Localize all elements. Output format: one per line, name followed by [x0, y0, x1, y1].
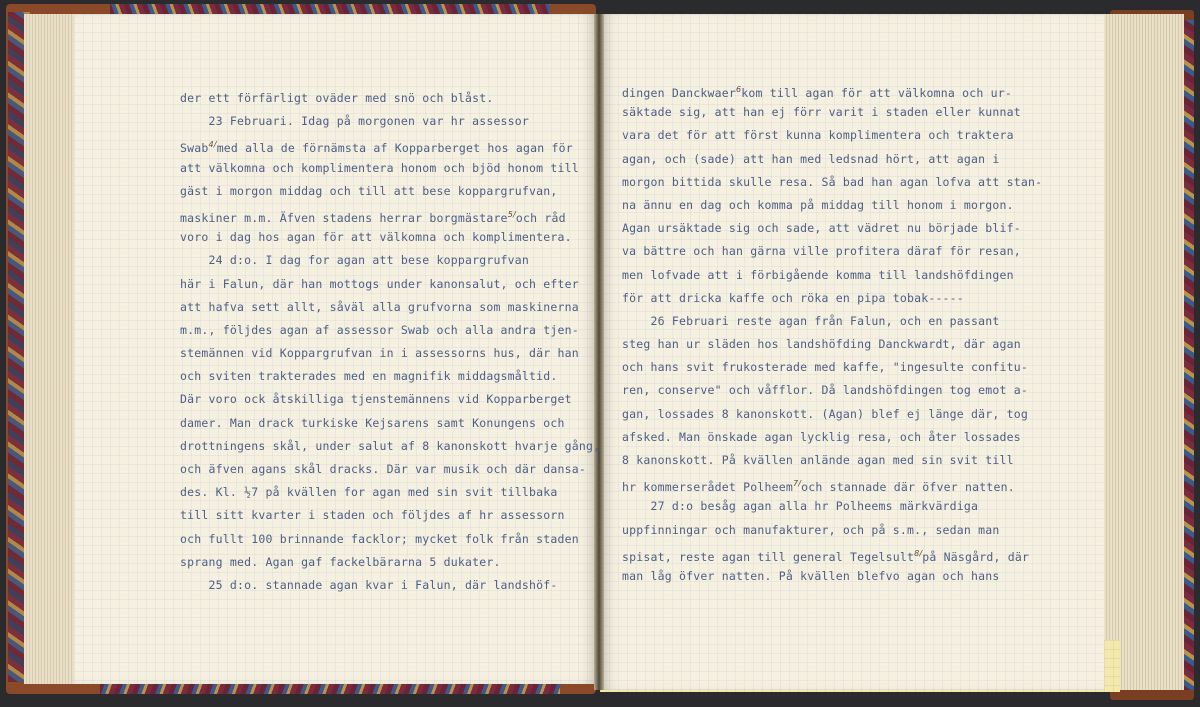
left-page-line: drottningens skål, under salut af 8 kanonskott hvarje gång, [180, 438, 601, 453]
right-page-line: man låg öfver natten. På kvällen blefvo agan och hans [622, 568, 1000, 583]
right-page-line: steg han ur släden hos landshöfding Danckwardt, där agan [622, 337, 1021, 352]
footnote-marker: 6 [735, 85, 742, 94]
left-page-text [180, 87, 600, 597]
left-page-line: m.m., följdes agan af assessor Swab och alla andra tjen- [180, 322, 579, 337]
right-page-line: afsked. Man önskade agan lycklig resa, och åter lossades [622, 429, 1021, 444]
left-page-line: här i Falun, där han mottogs under kanonsalut, och efter [180, 276, 579, 291]
right-page-line: agan, och (sade) att han med ledsnad hört, att agan i [622, 151, 1000, 166]
left-page-line: och äfven agans skål dracks. Där var musik och där dansa- [180, 462, 587, 476]
left-page-line: 25 d:o. stannade agan kvar i Falun, där landshöf- [180, 577, 558, 592]
left-page-line: 23 Februari. Idag på morgonen var hr assessor [180, 114, 530, 129]
right-page-line: 26 Februari reste agan från Falun, och en passant [622, 313, 1000, 328]
left-page-line: sprang med. Agan gaf fackelbärarna 5 dukater. [180, 554, 501, 569]
footnote-marker: 5/ [507, 209, 516, 219]
right-page-line: spisat, reste agan till general Tegelsult$^{8/}$på Näsgård, där [622, 548, 1030, 564]
right-page-line: vara det för att först kunna komplimentera och traktera [622, 128, 1014, 143]
left-page-line: att hafva sett allt, såväl alla grufvorna som maskinerna [180, 299, 579, 314]
left-page-line: Där voro ock åtskilliga tjenstemännens vid Kopparberget [180, 392, 572, 407]
right-page-stack [1098, 14, 1184, 690]
left-page-line: att välkomna och komplimentera honom och bjöd honom till [180, 160, 579, 175]
footnote-marker: 4/ [208, 140, 217, 150]
right-page-text [622, 78, 1042, 588]
footnote-marker: 8/ [914, 548, 923, 558]
left-page-line: och fullt 100 brinnande facklor; mycket folk från staden [180, 531, 579, 546]
right-page-line: hr kommerserådet Polheem$^{7/}$och stannade där öfver natten. [622, 479, 1015, 495]
right-page-line: ren, conserve" och våfflor. Då landshöfdingen tog emot a- [622, 383, 1029, 398]
left-page-line: till sitt kvarter i staden och följdes af hr assessorn [180, 508, 565, 523]
right-page-line: na ännu en dag och komma på middag till honom i morgon. [622, 197, 1014, 212]
right-page-line: men lofvade att i förbigående komma till landshöfdingen [622, 267, 1014, 282]
right-page-line: dingen Danckwaer$^6$kom till agan för att välkomna och ur- [622, 85, 1012, 100]
right-page-line: Agan ursäktade sig och sade, att vädret nu började blif- [622, 221, 1021, 236]
footnote-marker: 7/ [792, 479, 802, 489]
right-page-line: va bättre och han gärna ville profitera däraf för resan, [622, 244, 1021, 259]
right-page-line: för att dricka kaffe och röka en pipa tobak----- [622, 290, 964, 305]
right-page-line: säktade sig, att han ej förr varit i staden eller kunnat [622, 105, 1021, 120]
left-page-line: des. Kl. ½7 på kvällen for agan med sin svit tillbaka [180, 485, 558, 500]
left-page-line: maskiner m.m. Äfven stadens herrar borgmästare$^{5/}$och råd [180, 209, 566, 225]
right-page-line: morgon bittida skulle resa. Så bad han agan lofva att stan- [622, 174, 1043, 189]
left-page-line: gäst i morgon middag och till att bese koppargrufvan, [180, 183, 558, 198]
left-page-line: stemännen vid Koppargrufvan in i assessorns hus, där han [180, 346, 579, 361]
right-page-line: gan, lossades 8 kanonskott. (Agan) blef ej länge där, tog [622, 406, 1029, 421]
left-page-line: damer. Man drack turkiske Kejsarens samt Konungens och [180, 415, 565, 430]
right-page-line: uppfinningar och manufakturer, och på s.m., sedan man [622, 522, 1000, 537]
left-page-line: voro i dag hos agan för att välkomna och komplimentera. [180, 230, 572, 245]
right-page-line: och hans svit frukosterade med kaffe, "ingesulte confitu- [622, 360, 1029, 375]
left-page-line: Swab$^{4/}$med alla de förnämsta af Kopparberget hos agan för [180, 140, 573, 156]
right-page-line: 8 kanonskott. På kvällen anlände agan med sin svit till [622, 453, 1014, 467]
right-page-line: 27 d:o besåg agan alla hr Polheems märkvärdiga [622, 499, 979, 514]
left-page-line: der ett förfärligt oväder med snö och blåst. [180, 91, 494, 105]
left-page-line: och sviten trakterades med en magnifik middagsmåltid. [180, 369, 558, 384]
left-page-line: 24 d:o. I dag for agan att bese koppargrufvan [180, 253, 530, 268]
